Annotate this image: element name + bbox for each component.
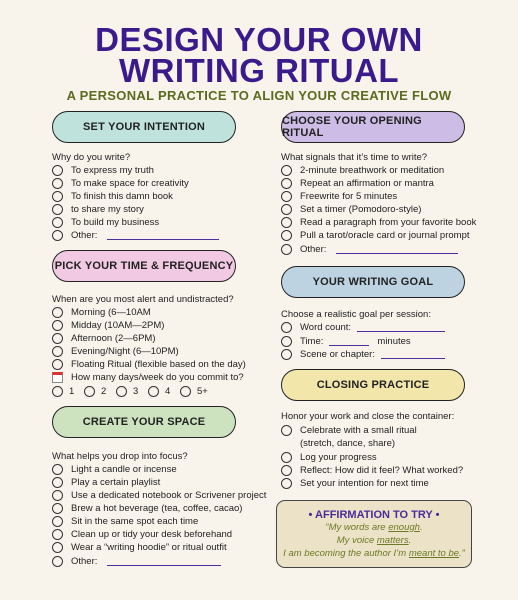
radio-circle-icon[interactable]	[281, 165, 292, 176]
day-option[interactable]: 1	[52, 386, 74, 397]
day-option[interactable]: 5+	[180, 386, 208, 397]
time-heading: PICK YOUR TIME & FREQUENCY	[52, 250, 236, 282]
other-input-line[interactable]	[107, 231, 219, 240]
affirmation-line-2: My voice matters.	[336, 535, 412, 546]
time-option[interactable]: Floating Ritual (flexible based on the day)	[52, 359, 246, 370]
time-option[interactable]: Afternoon (2—6PM)	[52, 333, 155, 344]
radio-circle-icon[interactable]	[52, 359, 63, 370]
intention-question: Why do you write?	[52, 152, 131, 163]
calendar-icon	[52, 372, 63, 383]
affirmation-line-3: I am becoming the author I’m meant to be.”	[283, 548, 465, 559]
space-question: What helps you drop into focus?	[52, 451, 188, 462]
space-option[interactable]: Use a dedicated notebook or Scrivener project	[52, 490, 266, 501]
radio-circle-icon[interactable]	[281, 178, 292, 189]
opening-option[interactable]: Read a paragraph from your favorite book	[281, 217, 476, 228]
affirmation-title: • AFFIRMATION TO TRY •	[308, 509, 440, 521]
intention-option-other[interactable]: Other:	[52, 230, 219, 241]
opening-option-other[interactable]: Other:	[281, 244, 458, 255]
intention-option[interactable]: To express my truth	[52, 165, 154, 176]
radio-circle-icon[interactable]	[52, 503, 63, 514]
day-option[interactable]: 2	[84, 386, 106, 397]
radio-circle-icon[interactable]	[281, 244, 292, 255]
radio-circle-icon[interactable]	[281, 425, 292, 436]
intention-option[interactable]: To finish this damn book	[52, 191, 173, 202]
space-option[interactable]: Clean up or tidy your desk beforehand	[52, 529, 232, 540]
affirmation-line-1: “My words are enough.	[325, 522, 423, 533]
closing-option[interactable]: Reflect: How did it feel? What worked?	[281, 465, 463, 476]
radio-circle-icon[interactable]	[52, 204, 63, 215]
page-title-line1: DESIGN YOUR OWN	[95, 21, 423, 58]
radio-circle-icon[interactable]	[52, 333, 63, 344]
opening-option[interactable]: Repeat an affirmation or mantra	[281, 178, 434, 189]
radio-circle-icon[interactable]	[281, 191, 292, 202]
radio-circle-icon[interactable]	[52, 307, 63, 318]
radio-circle-icon[interactable]	[52, 165, 63, 176]
opening-question: What signals that it’s time to write?	[281, 152, 428, 163]
space-option[interactable]: Play a certain playlist	[52, 477, 160, 488]
radio-circle-icon[interactable]	[52, 217, 63, 228]
time-option[interactable]: Morning (6—10AM	[52, 307, 151, 318]
radio-circle-icon[interactable]	[52, 490, 63, 501]
radio-circle-icon[interactable]	[52, 556, 63, 567]
space-option[interactable]: Brew a hot beverage (tea, coffee, cacao)	[52, 503, 242, 514]
page-subtitle: A PERSONAL PRACTICE TO ALIGN YOUR CREATIVE FLOW	[66, 88, 452, 103]
goal-word-count[interactable]: Word count:	[281, 322, 445, 333]
opening-option[interactable]: Freewrite for 5 minutes	[281, 191, 397, 202]
days-question: How many days/week do you commit to?	[52, 372, 244, 383]
affirmation-box	[276, 500, 472, 568]
radio-circle-icon[interactable]	[281, 230, 292, 241]
other-input-line[interactable]	[336, 245, 458, 254]
space-option[interactable]: Wear a “writing hoodie” or ritual outfit	[52, 542, 227, 553]
other-input-line[interactable]	[107, 557, 221, 566]
opening-heading: CHOOSE YOUR OPENING RITUAL	[281, 111, 465, 143]
radio-circle-icon[interactable]	[281, 465, 292, 476]
radio-circle-icon[interactable]	[52, 346, 63, 357]
space-option[interactable]: Sit in the same spot each time	[52, 516, 198, 527]
space-option[interactable]: Light a candle or incense	[52, 464, 177, 475]
closing-option-continued: (stretch, dance, share)	[300, 438, 396, 449]
day-option[interactable]: 3	[116, 386, 138, 397]
radio-circle-icon[interactable]	[116, 386, 127, 397]
radio-circle-icon[interactable]	[281, 322, 292, 333]
radio-circle-icon[interactable]	[281, 204, 292, 215]
radio-circle-icon[interactable]	[52, 320, 63, 331]
closing-heading: CLOSING PRACTICE	[281, 369, 465, 401]
radio-circle-icon[interactable]	[148, 386, 159, 397]
closing-option[interactable]: Set your intention for next time	[281, 478, 429, 489]
radio-circle-icon[interactable]	[52, 386, 63, 397]
radio-circle-icon[interactable]	[281, 349, 292, 360]
radio-circle-icon[interactable]	[52, 191, 63, 202]
radio-circle-icon[interactable]	[52, 477, 63, 488]
radio-circle-icon[interactable]	[84, 386, 95, 397]
scene-input-line[interactable]	[381, 350, 445, 359]
goal-scene[interactable]: Scene or chapter:	[281, 349, 445, 360]
radio-circle-icon[interactable]	[281, 478, 292, 489]
radio-circle-icon[interactable]	[52, 178, 63, 189]
closing-option[interactable]: Celebrate with a small ritual	[281, 425, 417, 436]
opening-option[interactable]: Pull a tarot/oracle card or journal prompt	[281, 230, 470, 241]
time-input-line[interactable]	[329, 337, 369, 346]
radio-circle-icon[interactable]	[281, 336, 292, 347]
radio-circle-icon[interactable]	[281, 217, 292, 228]
opening-option[interactable]: 2-minute breathwork or meditation	[281, 165, 444, 176]
goal-time[interactable]: Time: minutes	[281, 336, 411, 347]
space-option-other[interactable]: Other:	[52, 556, 221, 567]
time-option[interactable]: Midday (10AM—2PM)	[52, 320, 164, 331]
goal-heading: YOUR WRITING GOAL	[281, 266, 465, 298]
intention-option[interactable]: to share my story	[52, 204, 144, 215]
time-question: When are you most alert and undistracted?	[52, 294, 234, 305]
radio-circle-icon[interactable]	[52, 529, 63, 540]
day-option[interactable]: 4	[148, 386, 170, 397]
space-heading: CREATE YOUR SPACE	[52, 406, 236, 438]
radio-circle-icon[interactable]	[52, 464, 63, 475]
radio-circle-icon[interactable]	[52, 542, 63, 553]
closing-option[interactable]: Log your progress	[281, 452, 377, 463]
intention-heading: SET YOUR INTENTION	[52, 111, 236, 143]
page-title-line2: WRITING RITUAL	[118, 52, 400, 89]
intention-option[interactable]: To build my business	[52, 217, 159, 228]
radio-circle-icon[interactable]	[52, 516, 63, 527]
word-count-input-line[interactable]	[357, 323, 445, 332]
time-option[interactable]: Evening/Night (6—10PM)	[52, 346, 179, 357]
goal-question: Choose a realistic goal per session:	[281, 309, 431, 320]
closing-question: Honor your work and close the container:	[281, 411, 455, 422]
radio-circle-icon[interactable]	[281, 452, 292, 463]
opening-option[interactable]: Set a timer (Pomodoro-style)	[281, 204, 421, 215]
radio-circle-icon[interactable]	[180, 386, 191, 397]
intention-option[interactable]: To make space for creativity	[52, 178, 189, 189]
radio-circle-icon[interactable]	[52, 230, 63, 241]
